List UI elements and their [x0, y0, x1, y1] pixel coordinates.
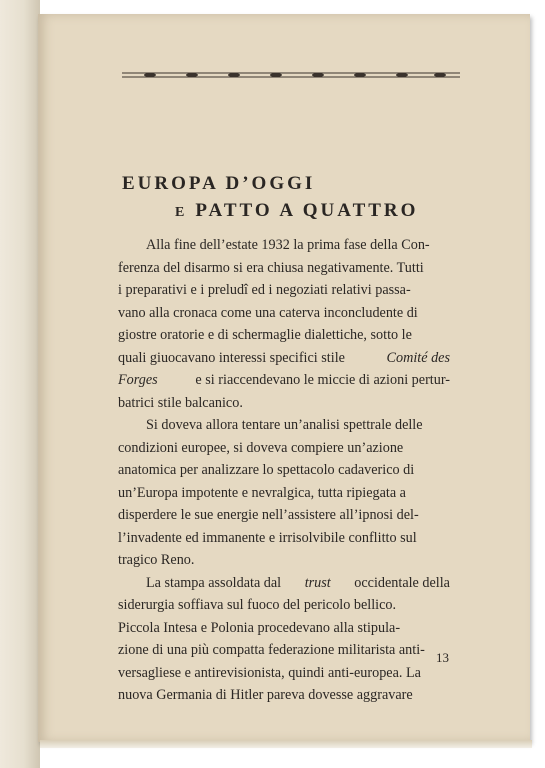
text-line: Si doveva allora tentare un’analisi spettrale delle	[146, 417, 423, 433]
text-line: l’invadente ed immanente e irrisolvibile conflitto sul	[118, 529, 417, 546]
text-line: ferenza del disarmo si era chiusa negativamente. Tutti	[118, 259, 424, 276]
title-text: PATTO A QUATTRO	[195, 200, 419, 221]
text-line: Alla fine dell’estate 1932 la prima fase della Con-	[146, 237, 430, 253]
text-line: Forges e si riaccendevano le miccie di azioni pertur-	[118, 369, 450, 392]
left-page-edge	[0, 0, 40, 768]
text-line: giostre oratorie e di schermaglie dialettiche, sotto le	[118, 327, 412, 343]
header-ornament	[120, 70, 462, 80]
italic-term: Comité des	[386, 349, 450, 366]
italic-term: trust	[304, 574, 331, 591]
text-line: i preparativi e i preludî ed i negoziati relativi passa-	[118, 282, 411, 298]
body-text	[118, 234, 450, 707]
text-line: nuova Germania di Hitler pareva dovesse aggravare	[118, 687, 413, 703]
text-line: batrici stile balcanico.	[118, 394, 243, 411]
text-line: anatomica per analizzare lo spettacolo cadaverico di	[118, 462, 415, 478]
page-bottom-edge	[40, 740, 532, 748]
text-line: versagliese e antirevisionista, quindi anti-europea. La	[118, 664, 421, 681]
text-line: disperdere le sue energie nell’assistere all’ipnosi del-	[118, 507, 419, 523]
italic-term: Forges	[118, 372, 158, 388]
text-line: un’Europa impotente e nevralgica, tutta ripiegata a	[118, 484, 406, 501]
text-line: zione di una più compatta federazione militarista anti-	[118, 642, 425, 658]
chapter-title-line-1: EUROPA D’OGGI	[122, 173, 316, 194]
page-number: 13	[436, 650, 449, 665]
text-line: La stampa assoldata dal trust occidentale della	[118, 572, 450, 595]
text-line: tragico Reno.	[118, 552, 195, 568]
chapter-title-line-2	[175, 200, 418, 222]
text-line: vano alla cronaca come una caterva inconcludente di	[118, 304, 418, 321]
text-line: siderurgia soffiava sul fuoco del pericolo bellico.	[118, 597, 397, 613]
text-line: quali giuocavano interessi specifici stile Comité des	[118, 347, 450, 370]
text-line: Piccola Intesa e Polonia procedevano alla stipula-	[118, 619, 401, 636]
title-conjunction: E	[175, 205, 188, 220]
text-line: condizioni europee, si doveva compiere un’azione	[118, 439, 404, 456]
